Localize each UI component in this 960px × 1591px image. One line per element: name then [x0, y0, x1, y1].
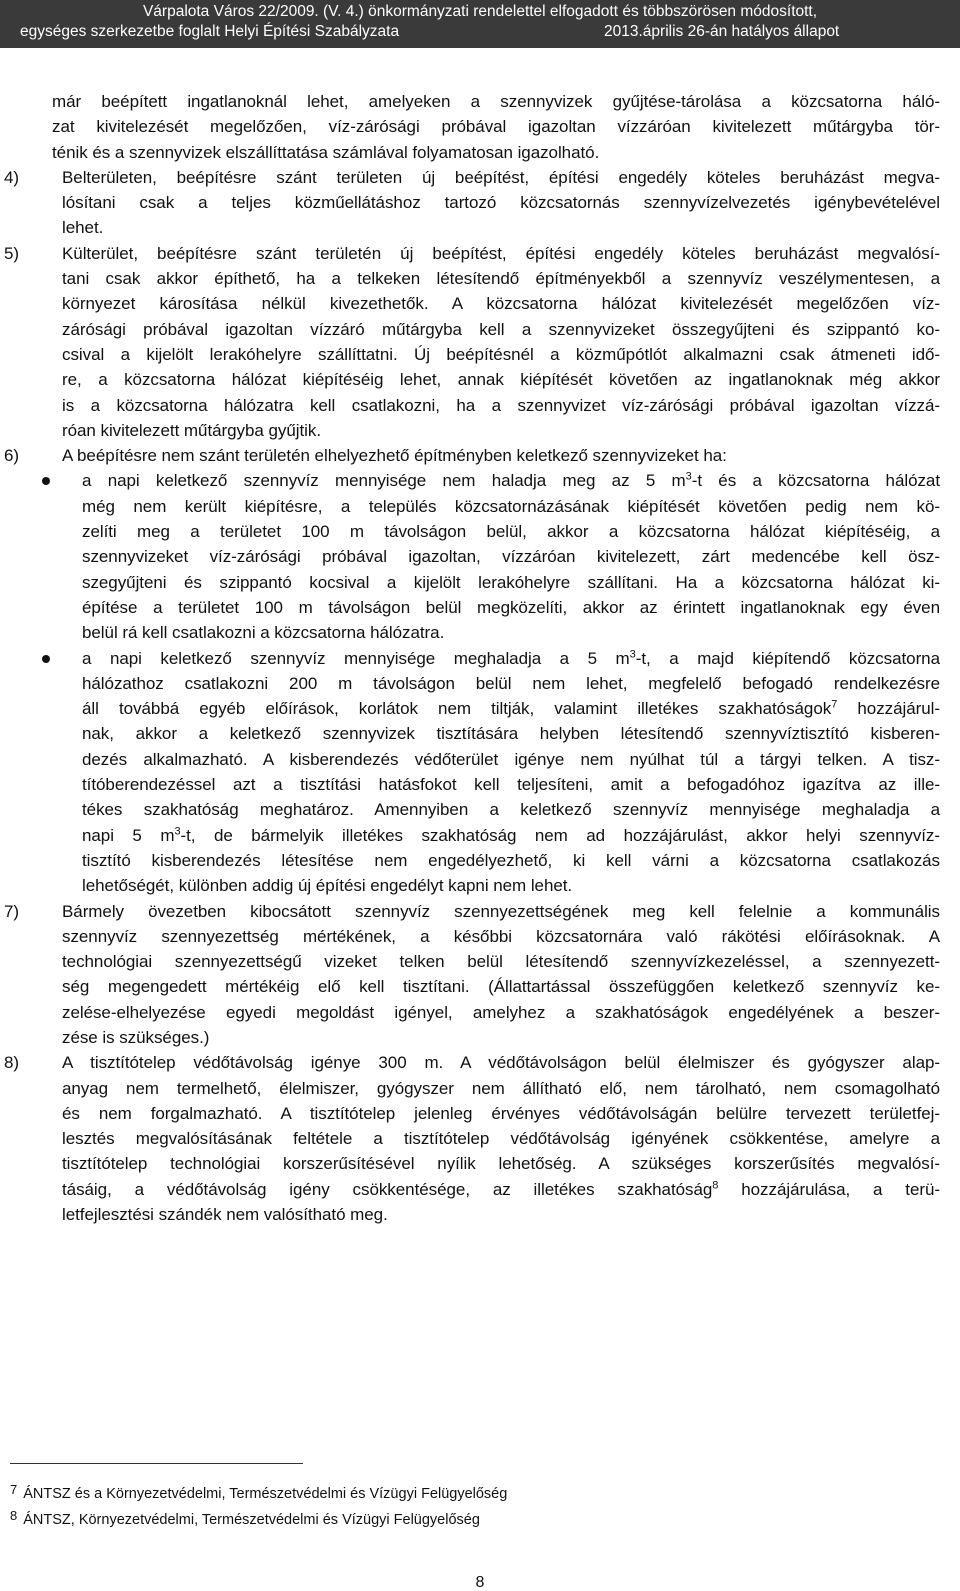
lead-paragraph: már beépített ingatlanoknál lehet, amelyeken a szennyvizek gyűjtése-tárolása a közcsatorna háló- zat kivitelezését megelőzően, víz-zárósági próbával igazoltan vízzáróan kivitelezett műtárgyba tör- ténik és a szennyvizek elszállíttatása számlával folyamatosan igazolható.: [52, 92, 940, 162]
footnote-mark: 7: [10, 1482, 18, 1497]
paragraph-number: 5): [4, 243, 20, 263]
paragraph-number: 6): [4, 446, 20, 466]
paragraph-number: 4): [4, 167, 20, 187]
paragraph-6: 6) A beépítésre nem szánt területén elhelyezhető építményben keletkező szennyvizeket ha:: [0, 443, 940, 468]
document-body: [0, 89, 960, 1227]
footnote-ref-7[interactable]: 7: [831, 698, 838, 711]
bullet-item-2: a napi keletkező szennyvíz mennyisége meghaladja a 5 $m^3-t$, a majd kiépítendő közcsatorna hálózathoz csatlakozni 200 m távolságon belül nem lehet, megfelelő befogadó rendelkezésre áll továbbá egyéb előírások, korlátok nem tiltják, valamint illetékes szakhatóságok$^7$ hozzájárul- nak, akkor a keletkező szennyvizek tisztítására helyben létesítendő szennyvíztisztító kisberen- dezés alkalmazható. A kisberendezés védőterület igénye nem nyúlhat túl a tárgyi telken. A tisz- títóberendezéssel azt a tisztítási hatásfokot kell teljesíteni, amit a befogadóhoz igazítva az ille- tékes szakhatóság meghatároz. Amennyiben a keletkező szennyvíz mennyisége meghaladja a napi 5 $m^3-t$, de bármelyik illetékes szakhatóság nem ad hozzájárulást, akkor helyi szennyvíz- tisztító kisberendezés létesítése nem engedélyezhető, ki kell várni a közcsatorna csatlakozás lehetőségét, különben addig új építési engedélyt kapni nem lehet.: [0, 646, 940, 899]
footnote-separator: [10, 1463, 303, 1464]
footnote-7: [10, 1482, 508, 1503]
footnote-ref-8[interactable]: 8: [712, 1179, 719, 1192]
header-effective-date: 2013.április 26-án hatályos állapot: [604, 23, 840, 40]
bullet-item-1: a napi keletkező szennyvíz mennyisége nem haladja meg az 5 $m^3-t$ és a közcsatorna hálózat még nem került kiépítésre, a település közcsatornázásának kiépítését követően pedig nem kö- zelíti meg a területet 100 m távolságon belül, akkor a közcsatorna hálózat kiépítéséig, a szennyvizeket víz-zárósági próbával igazoltan, vízzáróan kivitelezett, zárt medencébe kell ösz- szegyűjteni és szippantó kocsival a kijelölt lerakóhelyre szállítani. Ha a közcsatorna hálózat ki- építése a területet 100 m távolságon belül megközelíti, akkor az érintett ingatlanoknak egy éven belül rá kell csatlakozni a közcsatorna hálózatra.: [0, 468, 940, 645]
paragraph-7: 7) Bármely övezetben kibocsátott szennyvíz szennyezettségének meg kell felelnie a kommunális szennyvíz szennyezettség mértékének, a későbbi közcsatornára való rákötési előírásoknak. A technológiai szennyezettségű vizeket telken belül létesítendő szennyvízkezeléssel, a szennyezett- ség megengedett mértékéig elő kell tisztítani. (Állattartással összefüggően keletkező szennyvíz ke- zelése-elhelyezése egyedi megoldást igényel, amelyhez a szakhatóságok engedélyének a beszer- zése is szükséges.): [0, 899, 940, 1051]
paragraph-5: 5) Külterület, beépítésre szánt területén új beépítést, építési engedély köteles beruházást megvalósí- tani csak akkor építhető, ha a telkeken létesítendő építményekből a szennyvíz veszélymentesen, a környezet károsítása nélkül kivezethetők. A közcsatorna hálózat kivitelezését megelőzően víz- zárósági próbával igazoltan vízzáró műtárgyba kell a szennyvizeket összegyűjteni és szippantó ko- csival a kijelölt lerakóhelyre szállíttatni. Új beépítésnél a közműpótlót alkalmazni csak átmeneti idő- re, a közcsatorna hálózat kiépítéséig lehet, annak kiépítését követően az ingatlanoknak még akkor is a közcsatorna hálózatra kell csatlakozni, ha a szennyvizet víz-zárósági próbával igazoltan vízzá- róan kivitelezett műtárgyba gyűjtik.: [0, 241, 940, 443]
paragraph-number: 8): [4, 1053, 20, 1073]
footnote-mark: 8: [10, 1508, 18, 1523]
paragraph-number: 7): [4, 901, 20, 921]
footnote-text: ÁNTSZ és a Környezetvédelmi, Természetvédelmi és Vízügyi Felügyelőség: [23, 1486, 508, 1502]
bullet-dot-icon: [42, 655, 50, 663]
header-line-1: Várpalota Város 22/2009. (V. 4.) önkormányzati rendelettel elfogadott és többszörösen módosított,: [142, 3, 818, 20]
paragraph-4: 4) Belterületen, beépítésre szánt területen új beépítést, építési engedély köteles beruházást megva- lósítani csak a teljes közműellátáshoz tartozó közcsatornás szennyvízelvezetés igénybevételével lehet.: [0, 165, 940, 241]
header-regulation-title: egységes szerkezetbe foglalt Helyi Építési Szabályzata: [20, 23, 400, 40]
footnote-8: [10, 1508, 480, 1529]
footnote-text: ÁNTSZ, Környezetvédelmi, Természetvédelmi és Vízügyi Felügyelőség: [23, 1512, 480, 1528]
document-header: [0, 0, 960, 48]
page-number: 8: [475, 1574, 485, 1591]
paragraph-8: 8) A tisztítótelep védőtávolság igénye 300 m. A védőtávolságon belül élelmiszer és gyógyszer alap- anyag nem termelhető, élelmiszer, gyógyszer nem állítható elő, nem tárolható, nem csomagolható és nem forgalmazható. A tisztítótelep jelenleg érvényes védőtávolságán belülre tervezett területfej- lesztés megvalósításának feltétele a tisztítótelep védőtávolság igényének csökkentése, amelyre a tisztítótelep technológiai korszerűsítésével nyílik lehetőség. A szükséges korszerűsítés megvalósí- tásáig, a védőtávolság igény csökkentésége, az illetékes szakhatóság$^8$ hozzájárulása, a terü- letfejlesztési szándék nem valósítható meg.: [0, 1050, 940, 1227]
bullet-dot-icon: [42, 477, 50, 485]
